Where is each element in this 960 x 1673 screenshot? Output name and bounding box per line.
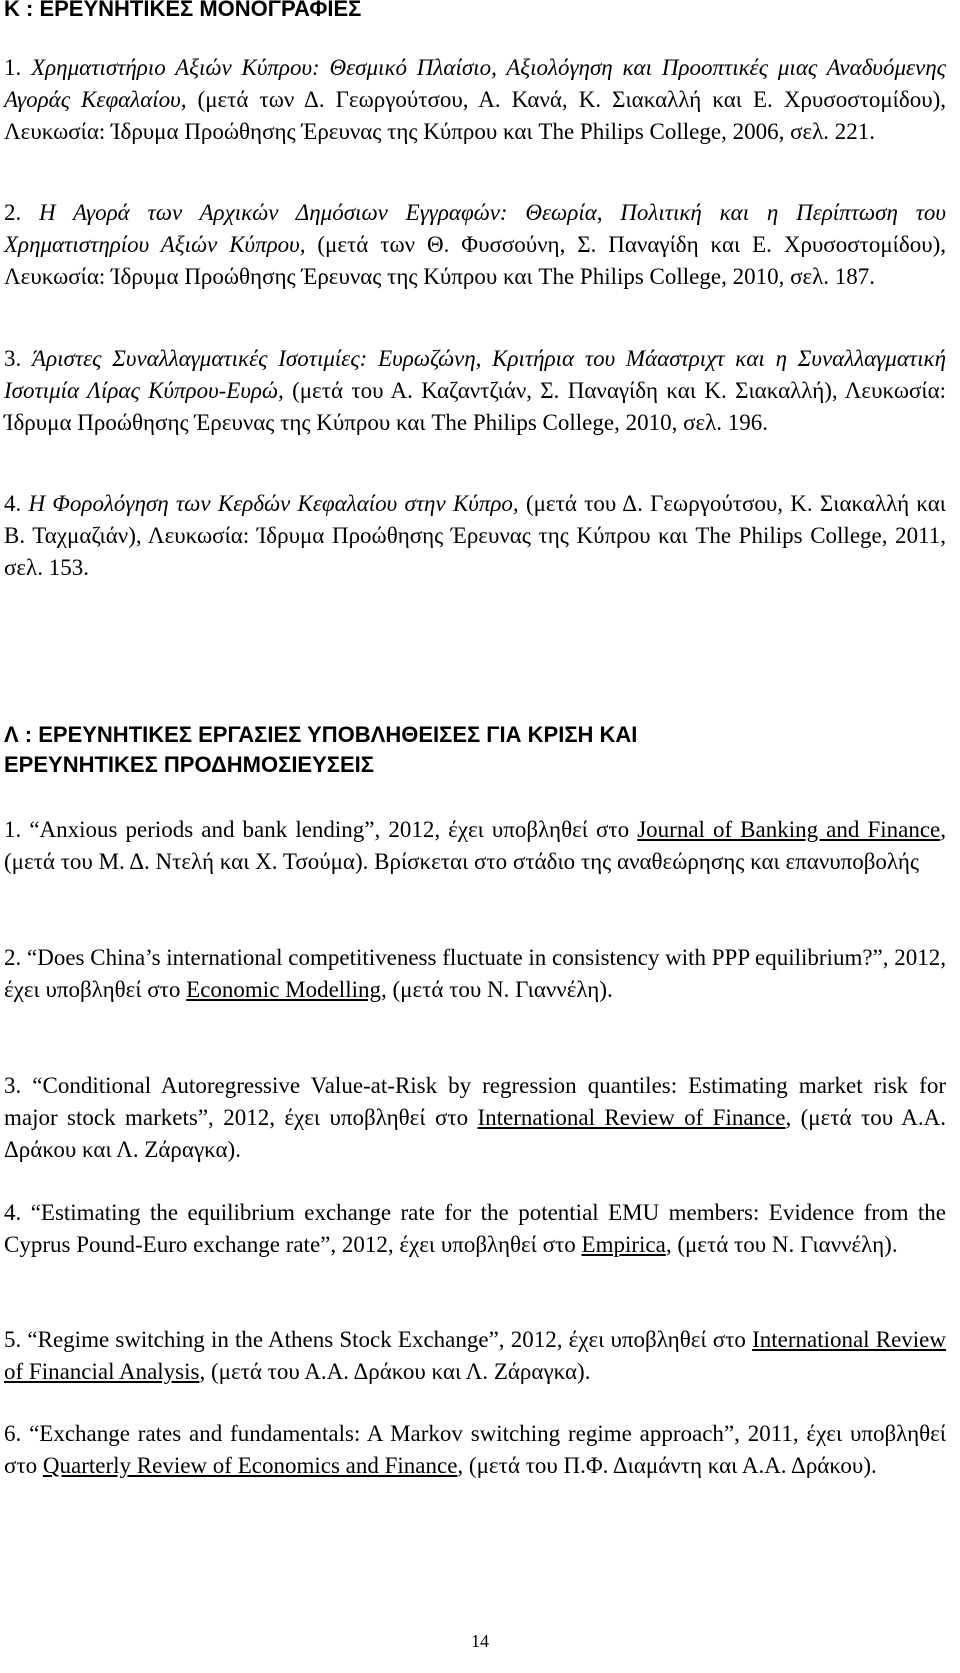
paper-title: “Exchange rates and fundamentals: A Markov switching regime approach”, 2011, έχει υποβληθεί στο [4, 1421, 947, 1478]
paper-title: “Conditional Autoregressive Value-at-Risk by regression quantiles: Estimating market risk for major stock markets”, 2012, έχει υποβληθεί στο [4, 1073, 947, 1130]
monograph-title: Χρηματιστήριο Αξιών Κύπρου: Θεσμικό Πλαίσιο, Αξιολόγηση και Προοπτικές μιας Αναδυόμενης Αγοράς Κεφαλαίου, [4, 55, 946, 112]
entry-number: 2. [4, 945, 28, 970]
journal-name: International Review of Financial Analysis [4, 1327, 946, 1384]
paper-title: “Estimating the equilibrium exchange rate for the potential EMU members: Evidence from the Cyprus Pound-Euro exchange rate”, 2012, έχει υποβληθεί στο [4, 1200, 946, 1257]
journal-name: Journal of Banking and Finance [637, 817, 941, 842]
monograph-entry-3 [4, 343, 946, 439]
working-paper-entry-4 [4, 1197, 946, 1261]
journal-name: Empirica [581, 1232, 666, 1257]
entry-number: 1. [4, 55, 32, 80]
page-number: 14 [471, 1631, 489, 1651]
monograph-details: (μετά των Θ. Φυσσούνη, Σ. Παναγίδη και Ε. Χρυσοστομίδου), Λευκωσία: Ίδρυμα Προώθησης Έρευνας της Κύπρου και The Philips College, 2010, σελ. 187. [4, 232, 947, 289]
paper-details: , (μετά του Ν. Γιαννέλη). [665, 1232, 898, 1257]
monograph-title: Η Φορολόγηση των Κερδών Κεφαλαίου στην Κύπρο, [28, 491, 519, 516]
paper-title: “Regime switching in the Athens Stock Exchange”, 2012, έχει υποβληθεί στο [27, 1327, 753, 1352]
paper-details: , (μετά του Ν. Γιαννέλη). [380, 977, 613, 1002]
working-paper-entry-2 [4, 942, 946, 1006]
section-l-heading-line-1: Λ : ΕΡΕΥΝΗΤΙΚΕΣ ΕΡΓΑΣΙΕΣ ΥΠΟΒΛΗΘΕΙΣΕΣ ΓΙΑ ΚΡΙΣΗ ΚΑΙ [4, 722, 638, 747]
entry-number: 6. [4, 1421, 30, 1446]
working-paper-entry-6 [4, 1418, 946, 1482]
working-paper-entry-5 [4, 1324, 946, 1388]
journal-name: Economic Modelling [186, 977, 381, 1002]
entry-number: 3. [4, 346, 33, 371]
monograph-title: Άριστες Συναλλαγματικές Ισοτιμίες: Ευρωζώνη, Κριτήρια του Μάαστριχτ και η Συναλλαγματική Ισοτιμία Λίρας Κύπρου-Ευρώ, [4, 346, 946, 403]
entry-number: 4. [4, 491, 29, 516]
working-paper-entry-3 [4, 1070, 946, 1166]
entry-number: 3. [4, 1073, 33, 1098]
entry-number: 5. [4, 1327, 28, 1352]
monograph-entry-2 [4, 197, 946, 293]
journal-name: Quarterly Review of Economics and Finance [42, 1453, 458, 1478]
section-k [4, 0, 946, 24]
entry-number: 1. [4, 817, 30, 842]
entry-number: 4. [4, 1200, 31, 1225]
section-l [4, 720, 946, 780]
journal-name: International Review of Finance [477, 1105, 786, 1130]
paper-details: , (μετά του Α.Α. Δράκου και Λ. Ζάραγκα). [199, 1359, 591, 1384]
paper-title: “Does China’s international competitiveness fluctuate in consistency with PPP equilibrium?”, 2012, έχει υποβληθεί στο [4, 945, 947, 1002]
paper-details: , (μετά του Π.Φ. Διαμάντη και Α.Α. Δράκου). [457, 1453, 877, 1478]
entry-number: 2. [4, 200, 40, 225]
paper-title: “Anxious periods and bank lending”, 2012, έχει υποβληθεί στο [29, 817, 638, 842]
working-paper-entry-1 [4, 814, 946, 878]
section-k-heading: Κ : ΕΡΕΥΝΗΤΙΚΕΣ ΜΟΝΟΓΡΑΦΙΕΣ [4, 0, 362, 21]
monograph-details: (μετά των Δ. Γεωργούτσου, Α. Κανά, Κ. Σιακαλλή και Ε. Χρυσοστομίδου), Λευκωσία: Ίδρυμα Προώθησης Έρευνας της Κύπρου και The Philips College, 2006, σελ. 221. [4, 87, 946, 144]
monograph-entry-1 [4, 52, 946, 148]
monograph-title: Η Αγορά των Αρχικών Δημόσιων Εγγραφών: Θεωρία, Πολιτική και η Περίπτωση του Χρηματιστηρίου Αξιών Κύπρου, [4, 200, 946, 257]
monograph-entry-4 [4, 488, 946, 584]
paper-details: , (μετά του Α.Α. Δράκου και Λ. Ζάραγκα). [4, 1105, 946, 1162]
section-l-heading-line-2: ΕΡΕΥΝΗΤΙΚΕΣ ΠΡΟΔΗΜΟΣΙΕΥΣΕΙΣ [4, 752, 374, 777]
monograph-details: (μετά του Δ. Γεωργούτσου, Κ. Σιακαλλή και Β. Ταχμαζιάν), Λευκωσία: Ίδρυμα Προώθησης Έρευνας της Κύπρου και The Philips College, 2011, σελ. 153. [4, 491, 946, 580]
monograph-details: (μετά του Α. Καζαντζιάν, Σ. Παναγίδη και Κ. Σιακαλλή), Λευκωσία: Ίδρυμα Προώθησης Έρευνας της Κύπρου και The Philips College, 2010, σελ. 196. [4, 378, 947, 435]
paper-details: , (μετά του Μ. Δ. Ντελή και Χ. Τσούμα). Βρίσκεται στο στάδιο της αναθεώρησης και επανυποβολής [4, 817, 946, 874]
